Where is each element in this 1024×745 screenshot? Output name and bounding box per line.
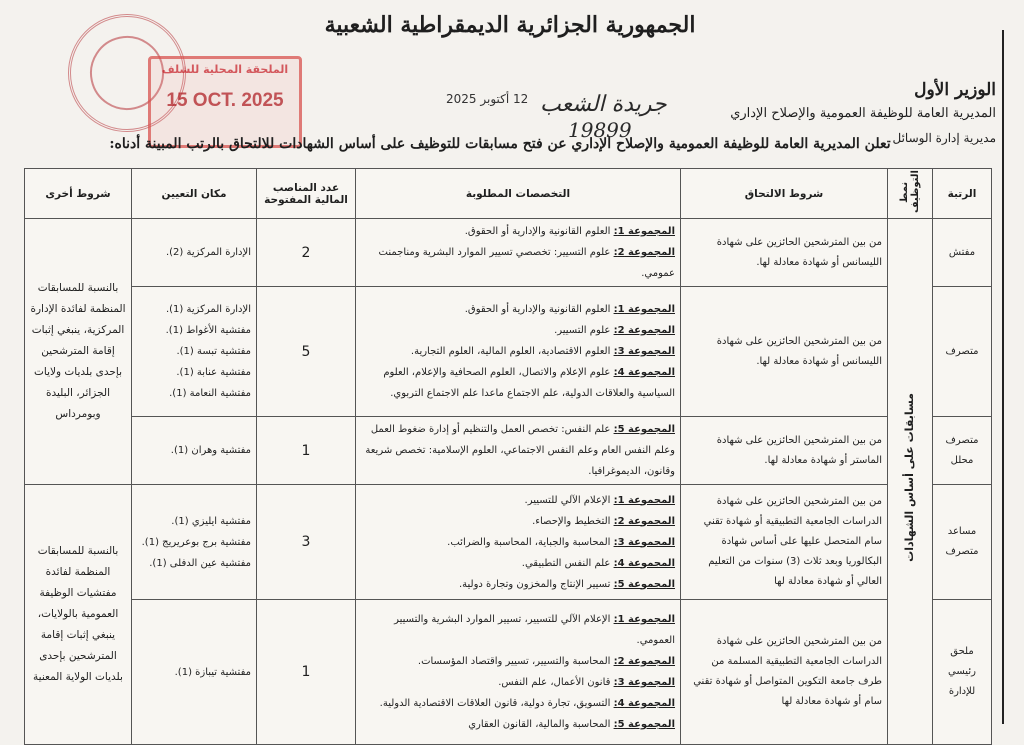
group-label: المجموعة 2: (613, 515, 675, 527)
header-mode (888, 169, 933, 219)
group-line (361, 511, 675, 532)
place-item: مفتشية وهران (1). (170, 445, 251, 456)
directorate-label: المديرية العامة للوظيفة العمومية والإصلاح الإداري (730, 106, 996, 121)
count-cell: 1 (257, 600, 356, 745)
minister-label: الوزير الأول (914, 80, 996, 100)
group-text: العلوم القانونية والإدارية أو الحقوق. (464, 226, 611, 237)
group-label: المجموعة 1: (613, 614, 675, 625)
group-label: المجموعة 2: (613, 247, 675, 258)
stamp-office-label: الملحقة المحلية للشلف (161, 63, 289, 76)
conditions-cell: من بين المترشحين الحائزين على شهادة الماستر أو شهادة معادلة لها. (681, 417, 888, 485)
group-line (361, 693, 675, 714)
conditions-cell: من بين المترشحين الحائزين على شهادة الدراسات الجامعية التطبيقية أو شهادة تقني سام المتحصل عليها على أساس شهادة البكالوريا وبعد ثلاث (3) سنوات من التعليم العالي أو شهادة معادلة لها (681, 485, 888, 600)
grade-cell: مفتش (933, 219, 992, 287)
group-label: المجموعة 2: (613, 656, 675, 667)
group-line (361, 221, 675, 242)
grade-cell: متصرف (933, 287, 992, 417)
group-label: المجموعة 2: (613, 325, 675, 336)
subdirectorate-label: مديرية إدارة الوسائل (892, 131, 996, 145)
group-text: العلوم الاقتصادية، العلوم المالية، العلوم التجارية. (410, 346, 611, 357)
place-cell (132, 485, 257, 600)
place-item: الإدارة المركزية (2). (165, 247, 251, 258)
conditions-cell: من بين المترشحين الحائزين على شهادة الدراسات الجامعية التطبيقية المسلمة من طرف جامعة التكوين المتواصل أو شهادة تقني سام أو شهادة معادلة لها (681, 600, 888, 745)
group-text: التخطيط والإحصاء. (532, 515, 611, 527)
header-conditions: شروط الالتحاق (681, 169, 888, 219)
place-cell (132, 287, 257, 417)
other-conditions-text: بالنسبة للمسابقات المنظمة لفائدة مفتشيات الوظيفة العمومية بالولايات، ينبغي إثبات إقامة المترشحين بإحدى بلديات الولاية المعنية (33, 545, 123, 683)
group-line (361, 574, 675, 595)
count-cell: 5 (257, 287, 356, 417)
group-label: المجموعة 5: (613, 578, 675, 590)
reception-stamp (148, 56, 302, 148)
place-item: مفتشية النعامة (1). (169, 388, 251, 399)
announcement-title: تعلن المديرية العامة للوظيفة العمومية والإصلاح الإداري عن فتح مسابقات للتوظيف على أساس الشهادات للالتحاق بالرتب المبينة أدناه: (109, 136, 891, 152)
group-text: المحاسبة والتسيير، تسيير واقتصاد المؤسسات. (417, 656, 611, 667)
group-text: علم النفس: تخصص العمل والتنظيم أو إدارة ضغوط العمل وعلم النفس العام وعلم النفس الاجتماعي، العلوم الإسلامية: تخصص شريعة وقانون، الديموغرافيا. (365, 424, 675, 477)
header-grade: الرتبة (933, 169, 992, 219)
group-label: المجموعة 3: (613, 346, 675, 357)
group-label: المجموعة 4: (613, 557, 675, 569)
group-text: تسيير الإنتاج والمخزون وتجارة دولية. (458, 578, 611, 590)
header-mode-text: نمط التوظيف (899, 170, 921, 214)
group-text: علوم الإعلام والاتصال، العلوم الصحافية والإعلام، العلوم السياسية والعلاقات الدولية، علم الاجتماع ماعدا علم الاجتماع التربوي. (383, 367, 675, 399)
scan-edge-line (1002, 30, 1004, 724)
republic-title: الجمهورية الجزائرية الديمقراطية الشعبية (324, 12, 696, 38)
group-text: التسويق، تجارة دولية، قانون العلاقات الاقتصادية الدولية. (379, 698, 611, 709)
mode-cell (888, 219, 933, 745)
conditions-cell: من بين المترشحين الحائزين على شهادة الليسانس أو شهادة معادلة لها. (681, 287, 888, 417)
group-line (361, 341, 675, 362)
group-line (361, 651, 675, 672)
place-cell (132, 417, 257, 485)
table-row (25, 219, 992, 287)
group-text: الإعلام الآلي للتسيير. (524, 494, 611, 506)
handwritten-number: 19899 (568, 118, 632, 142)
group-label: المجموعة 4: (613, 698, 675, 709)
place-item: مفتشية عين الدفلى (1). (149, 557, 251, 569)
count-cell: 2 (257, 219, 356, 287)
place-item: مفتشية الأغواط (1). (165, 325, 251, 336)
group-label: المجموعة 1: (613, 226, 675, 237)
group-text: العلوم القانونية والإدارية أو الحقوق. (464, 304, 611, 315)
table-row (25, 600, 992, 745)
conditions-cell: من بين المترشحين الحائزين على شهادة الليسانس أو شهادة معادلة لها. (681, 219, 888, 287)
group-text: قانون الأعمال، علم النفس. (498, 677, 611, 688)
place-cell (132, 600, 257, 745)
group-text: المحاسبة والمالية، القانون العقاري (468, 719, 611, 730)
specialties-cell (356, 417, 681, 485)
header-place: مكان التعيين (132, 169, 257, 219)
group-line (361, 362, 675, 404)
group-label: المجموعة 5: (613, 424, 675, 435)
group-text: علوم التسيير. (554, 325, 611, 336)
header-specialties: التخصصات المطلوبة (356, 169, 681, 219)
other-conditions-text: بالنسبة للمسابقات المنظمة لفائدة الإدارة المركزية، ينبغي إثبات إقامة المترشحين بإحدى بلديات ولايات الجزائر، البليدة وبومرداس (30, 282, 126, 420)
place-item: مفتشية ايليزي (1). (171, 515, 251, 527)
grade-cell: متصرف محلل (933, 417, 992, 485)
group-line (361, 419, 675, 482)
group-label: المجموعة 4: (613, 367, 675, 378)
group-line (361, 672, 675, 693)
grade-cell: مساعد متصرف (933, 485, 992, 600)
group-text: علوم التسيير: تخصصي تسيير الموارد البشرية ومناجمنت عمومي. (378, 247, 675, 279)
group-line (361, 320, 675, 341)
group-label: المجموعة 1: (613, 494, 675, 506)
table-row (25, 485, 992, 600)
specialties-cell (356, 287, 681, 417)
place-item: مفتشية عنابة (1). (176, 367, 251, 378)
group-line (361, 490, 675, 511)
date-line: 12 أكتوبر 2025 (446, 92, 529, 106)
header-other: شروط أخرى (25, 169, 132, 219)
group-label: المجموعة 5: (613, 719, 675, 730)
table-header-row (25, 169, 992, 219)
place-item: مفتشية تيبازة (1). (174, 666, 251, 678)
place-item: مفتشية تبسة (1). (176, 346, 251, 357)
stamp-date: 15 OCT. 2025 (166, 90, 284, 111)
group-label: المجموعة 1: (613, 304, 675, 315)
group-text: المحاسبة والجباية، المحاسبة والضرائب. (447, 536, 611, 548)
place-cell (132, 219, 257, 287)
place-item: مفتشية برج بوعريريج (1). (141, 536, 251, 548)
group-label: المجموعة 3: (613, 536, 675, 548)
specialties-cell (356, 219, 681, 287)
grade-cell: ملحق رئيسي للإدارة (933, 600, 992, 745)
group-text: الإعلام الآلي للتسيير، تسيير الموارد البشرية والتسيير العمومي. (394, 614, 675, 646)
group-line (361, 553, 675, 574)
group-line (361, 532, 675, 553)
other-conditions-cell (25, 219, 132, 485)
other-conditions-cell (25, 485, 132, 745)
recruitment-table (24, 168, 992, 745)
table-row (25, 287, 992, 417)
handwritten-newspaper: جريدة الشعب (540, 92, 667, 117)
group-line (361, 714, 675, 735)
mode-text: مسابقات على أساس الشهادات (903, 393, 916, 562)
group-line (361, 299, 675, 320)
group-label: المجموعة 3: (613, 677, 675, 688)
table-row (25, 417, 992, 485)
count-cell: 3 (257, 485, 356, 600)
header-count: عدد المناصب المالية المفتوحة (257, 169, 356, 219)
place-item: الإدارة المركزية (1). (165, 304, 251, 315)
group-text: علم النفس التطبيقي. (521, 557, 611, 569)
group-line (361, 609, 675, 651)
group-line (361, 242, 675, 284)
specialties-cell (356, 485, 681, 600)
specialties-cell (356, 600, 681, 745)
count-cell: 1 (257, 417, 356, 485)
